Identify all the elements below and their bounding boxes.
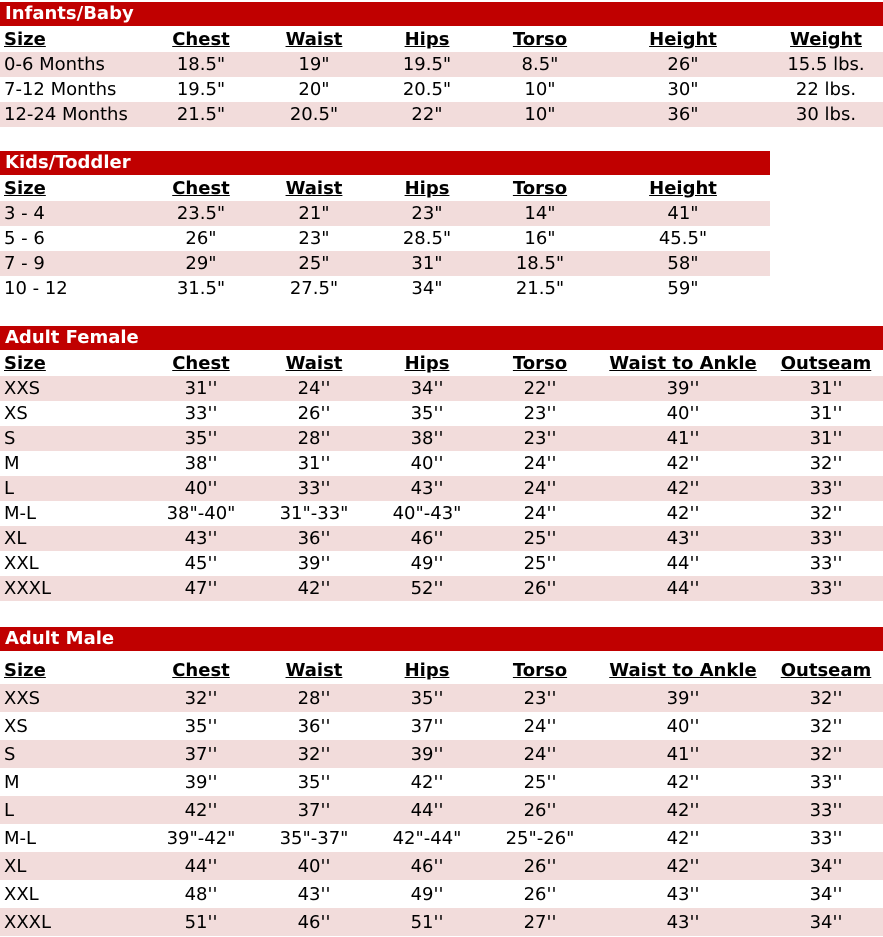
- table-cell: 24'': [523, 716, 557, 737]
- table-row: [0, 852, 883, 880]
- table-cell: 35'': [184, 428, 218, 449]
- table-cell: 36": [667, 104, 699, 125]
- table-row: [0, 740, 883, 768]
- column-header: Torso: [512, 29, 568, 50]
- table-cell: 43'': [184, 528, 218, 549]
- table-cell: XXS: [4, 688, 41, 709]
- table-cell: 35'': [297, 772, 331, 793]
- table-row: [0, 251, 770, 276]
- table-cell: M: [4, 772, 20, 793]
- table-cell: 42'': [297, 578, 331, 599]
- column-header: Hips: [404, 29, 450, 50]
- table-cell: 37'': [410, 716, 444, 737]
- table-cell: L: [4, 478, 15, 499]
- table-row: [0, 576, 883, 601]
- infants-baby-header-row: [0, 27, 883, 52]
- table-cell: 42"-44": [392, 828, 462, 849]
- table-cell: 19.5": [402, 54, 452, 75]
- table-cell: L: [4, 800, 15, 821]
- column-header: Hips: [404, 353, 450, 374]
- table-cell: 43'': [297, 884, 331, 905]
- table-cell: 35"-37": [279, 828, 349, 849]
- table-cell: 25": [298, 253, 330, 274]
- table-cell: 32'': [809, 503, 843, 524]
- table-cell: 31": [411, 253, 443, 274]
- table-cell: 33'': [809, 800, 843, 821]
- table-cell: 59": [667, 278, 699, 299]
- table-cell: 44'': [666, 553, 700, 574]
- table-cell: 10 - 12: [4, 278, 68, 299]
- table-cell: XL: [4, 528, 27, 549]
- table-cell: 42'': [666, 856, 700, 877]
- table-cell: 40"-43": [392, 503, 462, 524]
- table-cell: 34": [411, 278, 443, 299]
- table-cell: 33'': [297, 478, 331, 499]
- table-row: [0, 102, 883, 127]
- table-row: [0, 551, 883, 576]
- table-cell: 43'': [410, 478, 444, 499]
- table-cell: 22 lbs.: [795, 79, 857, 100]
- table-cell: 21.5": [176, 104, 226, 125]
- table-cell: 26'': [523, 800, 557, 821]
- table-cell: 26'': [523, 856, 557, 877]
- table-cell: 47'': [184, 578, 218, 599]
- table-cell: XXL: [4, 553, 39, 574]
- column-header: Size: [4, 29, 46, 50]
- table-cell: XXL: [4, 884, 39, 905]
- table-cell: 28'': [297, 688, 331, 709]
- table-cell: 19": [298, 54, 330, 75]
- table-cell: 34'': [809, 884, 843, 905]
- table-cell: 39'': [184, 772, 218, 793]
- table-cell: M-L: [4, 503, 37, 524]
- table-row: [0, 908, 883, 936]
- table-cell: 44'': [184, 856, 218, 877]
- table-cell: 45'': [184, 553, 218, 574]
- table-cell: 38'': [184, 453, 218, 474]
- table-cell: 42'': [666, 828, 700, 849]
- table-row: [0, 684, 883, 712]
- table-cell: 49'': [410, 884, 444, 905]
- table-cell: 32'': [184, 688, 218, 709]
- table-cell: 58": [667, 253, 699, 274]
- table-cell: 42'': [410, 772, 444, 793]
- table-cell: 39'': [666, 378, 700, 399]
- table-cell: 39"-42": [166, 828, 236, 849]
- table-cell: 42'': [666, 800, 700, 821]
- table-cell: 30": [667, 79, 699, 100]
- table-cell: 33'': [184, 403, 218, 424]
- table-cell: 25"-26": [505, 828, 575, 849]
- table-cell: 24'': [523, 478, 557, 499]
- column-header: Torso: [512, 660, 568, 681]
- table-cell: 7 - 9: [4, 253, 45, 274]
- table-cell: 32'': [809, 744, 843, 765]
- table-cell: 43'': [666, 912, 700, 933]
- table-cell: 20.5": [402, 79, 452, 100]
- column-header: Waist to Ankle: [609, 353, 757, 374]
- column-header: Waist: [285, 660, 343, 681]
- adult-female-header-row: [0, 351, 883, 376]
- table-cell: 10": [524, 104, 556, 125]
- table-cell: 46'': [410, 528, 444, 549]
- table-cell: 36'': [297, 716, 331, 737]
- table-cell: 42'': [666, 453, 700, 474]
- table-cell: 42'': [666, 478, 700, 499]
- table-cell: 23'': [523, 403, 557, 424]
- table-cell: 36'': [297, 528, 331, 549]
- column-header: Size: [4, 178, 46, 199]
- table-cell: S: [4, 428, 16, 449]
- table-cell: 25'': [523, 528, 557, 549]
- table-cell: 21.5": [515, 278, 565, 299]
- table-cell: 42'': [666, 503, 700, 524]
- table-cell: 10": [524, 79, 556, 100]
- table-row: [0, 796, 883, 824]
- table-cell: 41'': [666, 744, 700, 765]
- table-cell: 37'': [184, 744, 218, 765]
- table-cell: 32'': [297, 744, 331, 765]
- table-row: [0, 880, 883, 908]
- table-row: [0, 476, 883, 501]
- table-cell: 28'': [297, 428, 331, 449]
- table-cell: M: [4, 453, 20, 474]
- column-header: Chest: [172, 353, 230, 374]
- column-header: Torso: [512, 353, 568, 374]
- column-header: Hips: [404, 178, 450, 199]
- table-cell: 39'': [410, 744, 444, 765]
- table-row: [0, 52, 883, 77]
- table-cell: 3 - 4: [4, 203, 45, 224]
- table-cell: 24'': [523, 744, 557, 765]
- table-cell: 25'': [523, 772, 557, 793]
- table-cell: 37'': [297, 800, 331, 821]
- table-cell: XS: [4, 716, 28, 737]
- table-cell: 14": [524, 203, 556, 224]
- table-cell: 31"-33": [279, 503, 349, 524]
- column-header: Chest: [172, 29, 230, 50]
- table-row: [0, 77, 883, 102]
- column-header: Waist: [285, 353, 343, 374]
- adult-male-header-row: [0, 656, 883, 684]
- table-cell: 8.5": [521, 54, 559, 75]
- kids-toddler-header-row: [0, 176, 770, 201]
- table-cell: 45.5": [658, 228, 708, 249]
- column-header: Outseam: [780, 660, 872, 681]
- table-cell: 26": [667, 54, 699, 75]
- table-row: [0, 712, 883, 740]
- table-cell: 23'': [523, 688, 557, 709]
- table-cell: XS: [4, 403, 28, 424]
- table-cell: 27'': [523, 912, 557, 933]
- table-cell: 23": [298, 228, 330, 249]
- table-cell: 40'': [297, 856, 331, 877]
- table-cell: 51'': [410, 912, 444, 933]
- table-cell: 22'': [523, 378, 557, 399]
- table-cell: 23.5": [176, 203, 226, 224]
- table-cell: 33'': [809, 528, 843, 549]
- table-cell: XXS: [4, 378, 41, 399]
- table-cell: 31'': [809, 428, 843, 449]
- table-row: [0, 451, 883, 476]
- table-cell: 40'': [184, 478, 218, 499]
- table-cell: 19.5": [176, 79, 226, 100]
- table-cell: 29": [185, 253, 217, 274]
- table-cell: XXXL: [4, 578, 52, 599]
- table-cell: 0-6 Months: [4, 54, 105, 75]
- table-cell: 51'': [184, 912, 218, 933]
- table-cell: 38'': [410, 428, 444, 449]
- table-cell: 39'': [297, 553, 331, 574]
- table-cell: 42'': [666, 772, 700, 793]
- table-row: [0, 401, 883, 426]
- kids-toddler-section-title: Kids/Toddler: [0, 151, 770, 175]
- table-row: [0, 201, 770, 226]
- table-cell: 16": [524, 228, 556, 249]
- table-cell: 30 lbs.: [795, 104, 857, 125]
- column-header: Size: [4, 660, 46, 681]
- table-cell: 24'': [523, 503, 557, 524]
- table-cell: S: [4, 744, 16, 765]
- table-cell: 15.5 lbs.: [787, 54, 865, 75]
- table-cell: 26'': [297, 403, 331, 424]
- table-cell: 27.5": [289, 278, 339, 299]
- table-cell: 31'': [809, 403, 843, 424]
- table-row: [0, 768, 883, 796]
- table-cell: 23'': [523, 428, 557, 449]
- table-cell: 40'': [666, 716, 700, 737]
- table-cell: 33'': [809, 828, 843, 849]
- adult-male-section-title: Adult Male: [0, 627, 883, 651]
- table-cell: 26'': [523, 884, 557, 905]
- table-cell: 42'': [184, 800, 218, 821]
- table-cell: 35'': [410, 688, 444, 709]
- table-cell: 43'': [666, 528, 700, 549]
- table-cell: 31'': [184, 378, 218, 399]
- table-row: [0, 376, 883, 401]
- table-cell: 34'': [410, 378, 444, 399]
- table-row: [0, 426, 883, 451]
- table-cell: 26'': [523, 578, 557, 599]
- column-header: Waist: [285, 178, 343, 199]
- infants-baby-section-title: Infants/Baby: [0, 2, 883, 26]
- table-cell: 35'': [410, 403, 444, 424]
- table-cell: 40'': [666, 403, 700, 424]
- column-header: Waist to Ankle: [609, 660, 757, 681]
- table-row: [0, 276, 770, 301]
- table-cell: 21": [298, 203, 330, 224]
- table-row: [0, 824, 883, 852]
- table-cell: 44'': [666, 578, 700, 599]
- table-cell: 33'': [809, 578, 843, 599]
- table-cell: 40'': [410, 453, 444, 474]
- table-row: [0, 526, 883, 551]
- table-cell: 48'': [184, 884, 218, 905]
- table-cell: 7-12 Months: [4, 79, 117, 100]
- table-cell: XL: [4, 856, 27, 877]
- table-cell: 35'': [184, 716, 218, 737]
- table-cell: 24'': [297, 378, 331, 399]
- table-cell: 46'': [297, 912, 331, 933]
- table-cell: 18.5": [515, 253, 565, 274]
- table-cell: 25'': [523, 553, 557, 574]
- table-cell: XXXL: [4, 912, 52, 933]
- adult-female-section-title: Adult Female: [0, 326, 883, 350]
- table-cell: M-L: [4, 828, 37, 849]
- column-header: Chest: [172, 178, 230, 199]
- column-header: Torso: [512, 178, 568, 199]
- table-cell: 32'': [809, 688, 843, 709]
- table-cell: 28.5": [402, 228, 452, 249]
- table-cell: 52'': [410, 578, 444, 599]
- table-cell: 46'': [410, 856, 444, 877]
- column-header: Size: [4, 353, 46, 374]
- column-header: Weight: [790, 29, 862, 50]
- table-cell: 33'': [809, 478, 843, 499]
- table-cell: 32'': [809, 716, 843, 737]
- table-cell: 5 - 6: [4, 228, 45, 249]
- table-cell: 39'': [666, 688, 700, 709]
- table-row: [0, 226, 770, 251]
- table-cell: 38"-40": [166, 503, 236, 524]
- table-cell: 26": [185, 228, 217, 249]
- table-cell: 43'': [666, 884, 700, 905]
- column-header: Waist: [285, 29, 343, 50]
- table-cell: 24'': [523, 453, 557, 474]
- table-cell: 18.5": [176, 54, 226, 75]
- column-header: Height: [649, 178, 717, 199]
- column-header: Outseam: [780, 353, 872, 374]
- column-header: Height: [649, 29, 717, 50]
- table-cell: 23": [411, 203, 443, 224]
- table-cell: 20.5": [289, 104, 339, 125]
- table-cell: 12-24 Months: [4, 104, 128, 125]
- column-header: Hips: [404, 660, 450, 681]
- table-cell: 34'': [809, 912, 843, 933]
- table-cell: 41'': [666, 428, 700, 449]
- table-cell: 44'': [410, 800, 444, 821]
- table-row: [0, 501, 883, 526]
- table-cell: 20": [298, 79, 330, 100]
- table-cell: 32'': [809, 453, 843, 474]
- table-cell: 31'': [809, 378, 843, 399]
- table-cell: 41": [667, 203, 699, 224]
- table-cell: 49'': [410, 553, 444, 574]
- table-cell: 34'': [809, 856, 843, 877]
- table-cell: 22": [411, 104, 443, 125]
- column-header: Chest: [172, 660, 230, 681]
- table-cell: 31'': [297, 453, 331, 474]
- table-cell: 33'': [809, 553, 843, 574]
- table-cell: 31.5": [176, 278, 226, 299]
- table-cell: 33'': [809, 772, 843, 793]
